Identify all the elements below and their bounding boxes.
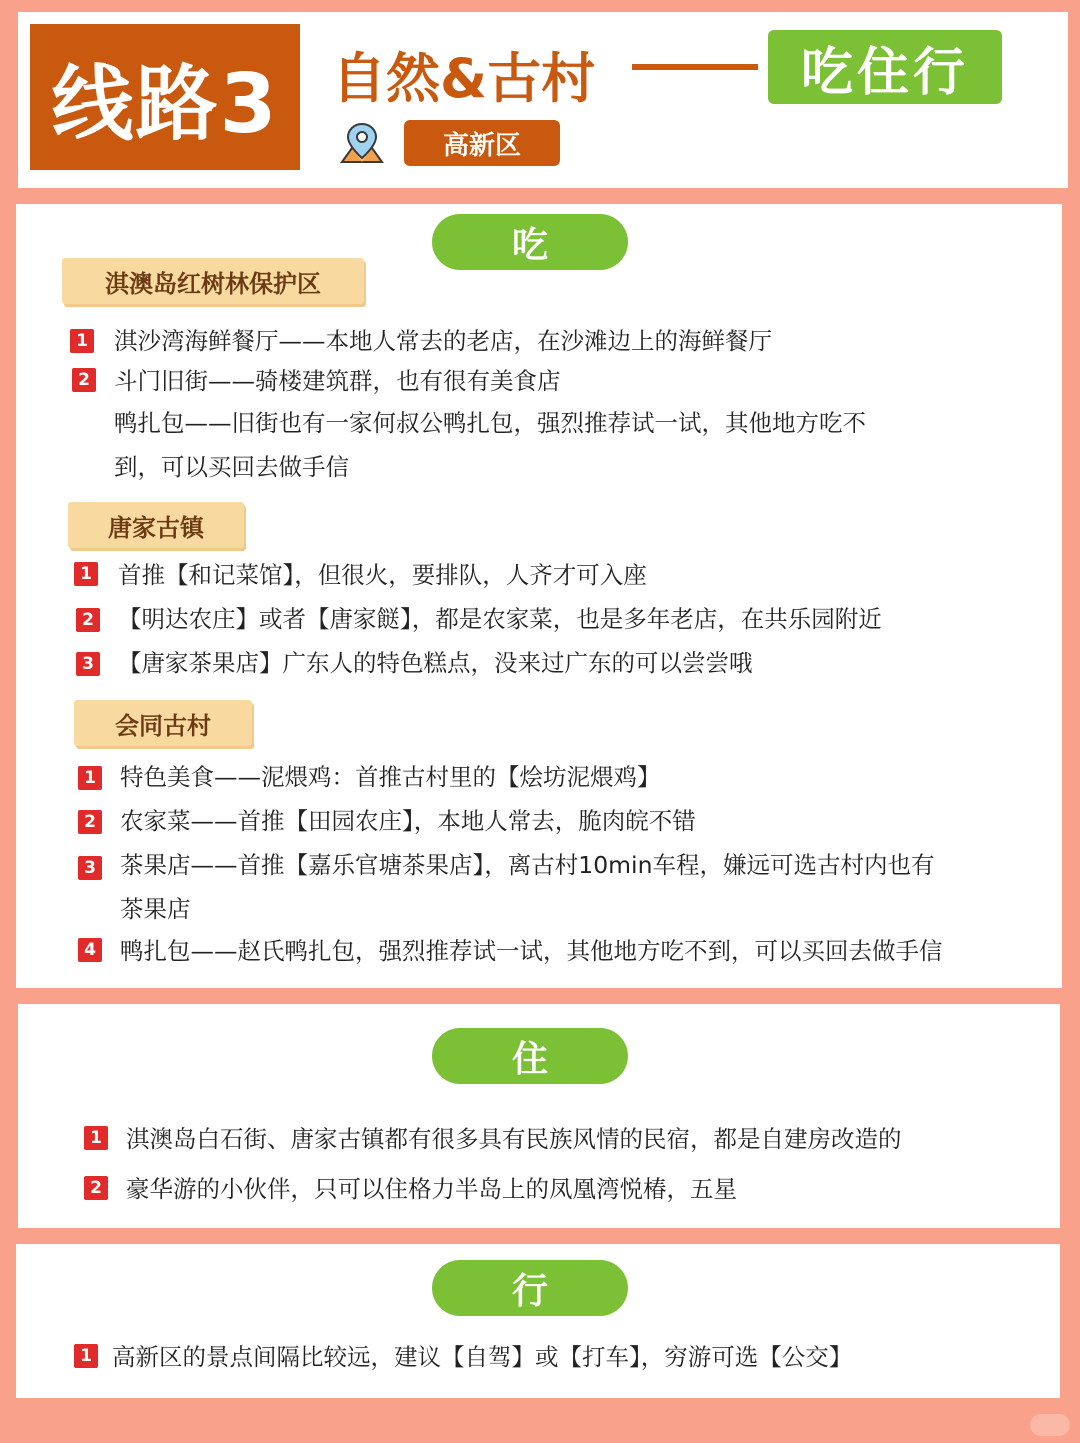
map-pin-icon	[336, 118, 388, 170]
number-badge: 2	[78, 810, 102, 834]
place-label-qiao-island: 淇澳岛红树林保护区	[62, 258, 364, 304]
header-panel	[18, 12, 1068, 188]
list-item: 【明达农庄】或者【唐家餸】，都是农家菜，也是多年老店，在共乐园附近	[118, 605, 882, 633]
number-badge: 1	[70, 329, 94, 353]
list-item: 鸭扎包——赵氏鸭扎包，强烈推荐试一试，其他地方吃不到，可以买回去做手信	[120, 937, 943, 965]
list-item: 【唐家茶果店】广东人的特色糕点，没来过广东的可以尝尝哦	[118, 649, 753, 677]
list-item: 淇澳岛白石街、唐家古镇都有很多具有民族风情的民宿，都是自建房改造的	[126, 1125, 902, 1153]
go-heading: 行	[432, 1260, 628, 1316]
title-tag: 吃住行	[768, 30, 1002, 104]
list-item: 斗门旧街——骑楼建筑群，也有很有美食店	[114, 367, 561, 395]
number-badge: 1	[78, 766, 102, 790]
number-badge: 3	[76, 652, 100, 676]
list-item: 特色美食——泥煨鸡：首推古村里的【烩坊泥煨鸡】	[120, 763, 661, 791]
list-item-continuation: 鸭扎包——旧街也有一家何叔公鸭扎包，强烈推荐试一试，其他地方吃不	[114, 409, 866, 437]
district-badge: 高新区	[404, 120, 560, 166]
list-item-continuation: 到，可以买回去做手信	[114, 453, 349, 481]
stay-heading: 住	[432, 1028, 628, 1084]
number-badge: 2	[84, 1176, 108, 1200]
eat-panel	[16, 204, 1062, 988]
list-item-continuation: 茶果店	[120, 895, 191, 923]
number-badge: 1	[74, 562, 98, 586]
list-item: 首推【和记菜馆】，但很火，要排队，人齐才可入座	[118, 561, 647, 589]
watermark	[1030, 1414, 1070, 1436]
list-item: 高新区的景点间隔比较远，建议【自驾】或【打车】，穷游可选【公交】	[112, 1343, 853, 1371]
list-item: 茶果店——首推【嘉乐官塘茶果店】，离古村10min车程，嫌远可选古村内也有	[120, 851, 935, 879]
number-badge: 2	[72, 368, 96, 392]
stay-panel	[18, 1004, 1060, 1228]
place-label-tangjia: 唐家古镇	[68, 502, 244, 548]
number-badge: 1	[84, 1126, 108, 1150]
route-label: 线路3	[30, 24, 300, 170]
number-badge: 3	[78, 856, 102, 880]
number-badge: 4	[78, 938, 102, 962]
list-item: 农家菜——首推【田园农庄】，本地人常去，脆肉皖不错	[120, 807, 696, 835]
go-panel	[16, 1244, 1060, 1398]
eat-heading: 吃	[432, 214, 628, 270]
page-title: 自然&古村	[332, 47, 596, 110]
list-item: 淇沙湾海鲜餐厅——本地人常去的老店，在沙滩边上的海鲜餐厅	[114, 327, 772, 355]
number-badge: 1	[74, 1344, 98, 1368]
title-dash-divider	[632, 64, 758, 70]
number-badge: 2	[76, 608, 100, 632]
place-label-huitong: 会同古村	[74, 700, 252, 746]
list-item: 豪华游的小伙伴，只可以住格力半岛上的凤凰湾悦椿，五星	[126, 1175, 737, 1203]
